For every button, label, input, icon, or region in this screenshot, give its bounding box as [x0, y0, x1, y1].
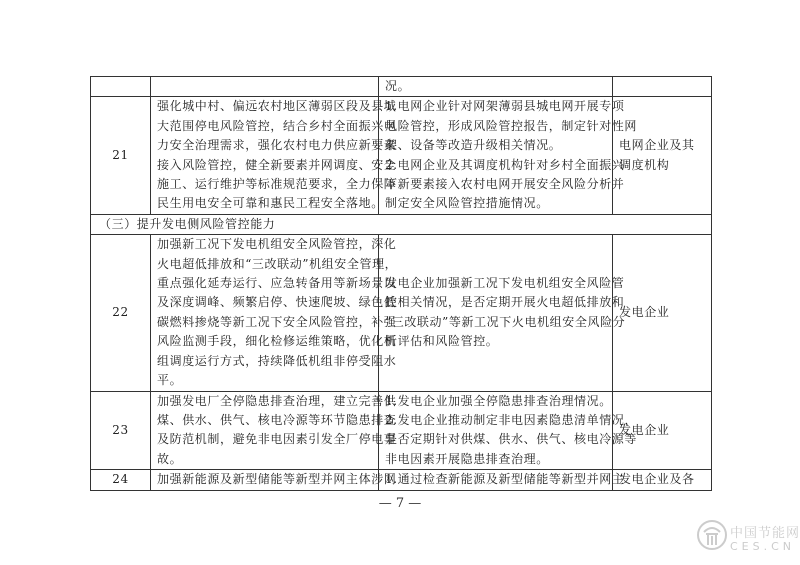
- measure-cell: [151, 235, 398, 391]
- check-line: 是否定期针对供煤、供水、供气、核电冷源等: [385, 432, 638, 447]
- measure-line: 故。: [157, 451, 183, 466]
- measure-line: 接入风险管控，健全新要素并网调度、安全: [157, 157, 397, 172]
- measure-line: 重点强化延寿运行、应急转备用等新场景以: [157, 276, 397, 291]
- check-line: 2.电网企业及其调度机构针对乡村全面振兴: [385, 157, 625, 172]
- check-line: 风险管控，形成风险管控报告，制定针对性网: [385, 118, 638, 133]
- measure-line: 强化城中村、偏远农村地区薄弱区段及县城: [157, 99, 397, 114]
- check-cell: [379, 77, 613, 97]
- check-line: 非电因素开展隐患排查治理。: [385, 451, 549, 466]
- measure-line: 施工、运行维护等标准规范要求，全力保障: [157, 177, 397, 192]
- section-header-row: [91, 214, 712, 234]
- measure-line: 组调度运行方式，持续降低机组非停受阻水: [157, 353, 397, 368]
- table-row: [91, 470, 712, 490]
- section-title: （三）提升发电侧风险管控能力: [91, 214, 712, 234]
- page-number: — 7 —: [378, 496, 422, 511]
- table-row: [91, 235, 712, 391]
- watermark-logo: [696, 518, 800, 558]
- measure-line: 加强发电厂全停隐患排查治理，建立完善供: [157, 393, 397, 408]
- check-line: 架、设备等改造升级相关情况。: [385, 138, 562, 153]
- check-line: “三改联动”等新工况下火电机组安全风险分: [385, 314, 626, 329]
- measure-line: 力安全治理需求，强化农村电力供应新要素: [157, 138, 397, 153]
- check-cell: [379, 391, 638, 470]
- check-line: 1.通过检查新能源及新型储能等新型并网主: [385, 472, 625, 487]
- inspection-table: [90, 76, 712, 491]
- watermark-cn: 中国节能网: [730, 526, 800, 541]
- measure-line: 大范围停电风险管控，结合乡村全面振兴电: [157, 118, 397, 133]
- owner-cell: [613, 235, 712, 391]
- owner-cell: [613, 470, 712, 490]
- measure-line: 火电超低排放和“三改联动”机组安全管理，: [157, 256, 398, 271]
- row-number: 24: [91, 470, 151, 490]
- measure-line: 及深度调峰、频繁启停、快速爬坡、绿色低: [157, 295, 397, 310]
- check-cell: [379, 470, 625, 490]
- measure-line: 平。: [157, 373, 183, 388]
- check-line: 况。: [385, 79, 411, 93]
- row-number: 21: [91, 97, 151, 214]
- measure-line: 风险监测手段，细化检修运维策略，优化机: [157, 334, 397, 349]
- row-number: 22: [91, 235, 151, 391]
- owner-cell: [613, 391, 712, 470]
- owner-cell: [613, 97, 712, 214]
- measure-line: 加强新工况下发电机组安全风险管控，深化: [157, 237, 397, 252]
- check-cell: [379, 97, 638, 214]
- check-line: 发电企业加强新工况下发电机组安全风险管: [385, 276, 625, 291]
- table-row: [91, 391, 712, 470]
- check-line: 制定安全风险管控措施情况。: [385, 196, 549, 211]
- check-cell: [379, 235, 626, 391]
- owner-line: 发电企业: [619, 305, 670, 320]
- owner-line: 电网企业及其: [619, 138, 695, 153]
- row-number: 23: [91, 391, 151, 470]
- check-line: 1.电网企业针对网架薄弱县城电网开展专项: [385, 99, 625, 114]
- measure-line: 碳燃料掺烧等新工况下安全风险管控，补强: [157, 314, 397, 329]
- table-row: [91, 77, 712, 97]
- check-line: 下新要素接入农村电网开展安全风险分析并: [385, 177, 625, 192]
- measure-cell: [151, 77, 379, 97]
- row-number: [91, 77, 151, 97]
- check-line: 1.发电企业加强全停隐患排查治理情况。: [385, 393, 612, 408]
- measure-line: 民生用电安全可靠和惠民工程安全落地。: [157, 196, 384, 211]
- measure-line: 及防范机制，避免非电因素引发全厂停电事: [157, 432, 397, 447]
- check-line: 2.发电企业推动制定非电因素隐患清单情况，: [385, 412, 638, 427]
- check-line: 控相关情况，是否定期开展火电超低排放和: [385, 295, 625, 310]
- owner-line: 发电企业及各: [619, 472, 695, 487]
- table-row: [91, 97, 712, 214]
- check-line: 析评估和风险管控。: [385, 334, 499, 349]
- watermark-emblem-icon: [696, 518, 728, 552]
- owner-line: 调度机构: [619, 157, 670, 172]
- measure-line: 加强新能源及新型储能等新型并网主体涉网: [157, 472, 397, 487]
- owner-line: 发电企业: [619, 422, 670, 437]
- measure-cell: [151, 97, 397, 214]
- owner-cell: [613, 77, 712, 97]
- measure-line: 煤、供水、供气、核电冷源等环节隐患排查: [157, 412, 397, 427]
- measure-cell: [151, 470, 397, 490]
- watermark-en: CES.CN: [730, 540, 796, 553]
- measure-cell: [151, 391, 397, 470]
